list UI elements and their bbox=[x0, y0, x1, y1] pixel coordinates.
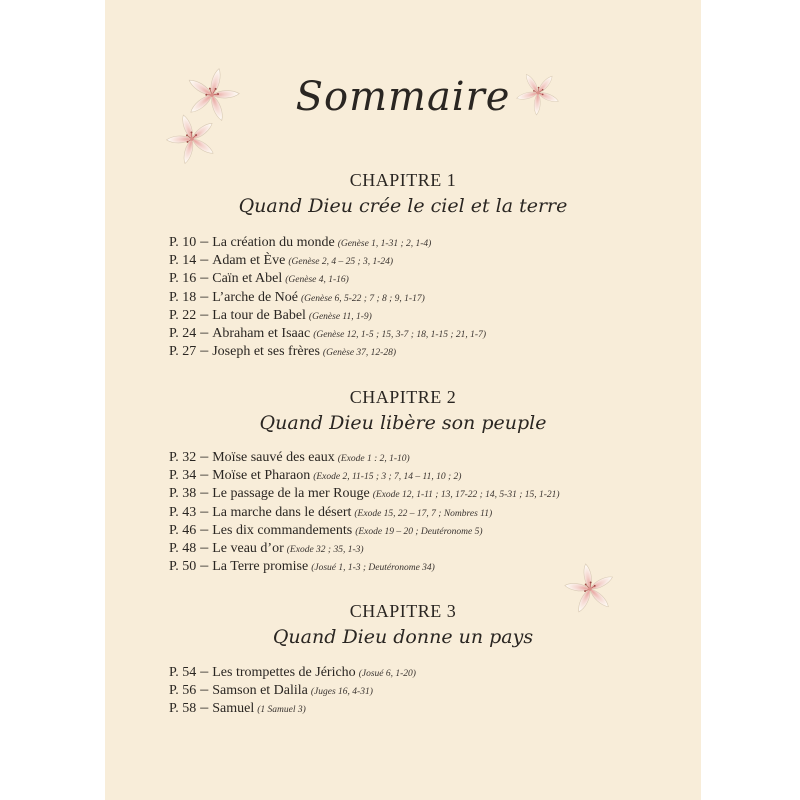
entry-page-number: P. 56 bbox=[169, 683, 197, 699]
entry-page-number: P. 34 bbox=[169, 468, 197, 484]
toc-entry[interactable]: P. 27 – Joseph et ses frères (Genèse 37, 12-28) bbox=[169, 342, 396, 360]
entry-reference: (Exode 32 ; 35, 1-3) bbox=[286, 544, 364, 555]
entry-page-number: P. 46 bbox=[169, 522, 197, 538]
entry-title: Le veau d’or bbox=[212, 540, 284, 556]
entry-reference: (Genèse 4, 1-16) bbox=[285, 275, 349, 286]
toc-entry[interactable]: P. 43 – La marche dans le désert (Exode 15, 22 – 17, 7 ; Nombres 11) bbox=[169, 502, 493, 520]
entry-page-number: P. 32 bbox=[169, 450, 197, 465]
toc-entry[interactable]: P. 38 – Le passage de la mer Rouge (Exode 12, 1-11 ; 13, 17-22 ; 14, 5-31 ; 15, 1-21) bbox=[169, 484, 560, 502]
entry-page-number: P. 54 bbox=[169, 665, 197, 680]
entry-page-number: P. 50 bbox=[169, 559, 197, 575]
entry-title: Caïn et Abel bbox=[212, 271, 283, 287]
entry-title: Abraham et Isaac bbox=[212, 325, 311, 341]
entry-reference: (Genèse 37, 12-28) bbox=[322, 348, 396, 359]
entry-page-number: P. 43 bbox=[169, 504, 197, 520]
entry-reference: (Genèse 12, 1-5 ; 15, 3-7 ; 18, 1-15 ; 21, 1-7) bbox=[313, 329, 486, 340]
entry-title: L’arche de Noé bbox=[212, 289, 299, 305]
chapter-3-label: CHAPITRE 3 bbox=[349, 601, 457, 621]
entry-title: La marche dans le désert bbox=[212, 504, 352, 520]
entry-page-number: P. 58 bbox=[169, 701, 197, 717]
entry-title: Moïse et Pharaon bbox=[212, 468, 311, 484]
entry-page-number: P. 16 bbox=[169, 271, 197, 287]
toc-entry[interactable]: P. 16 – Caïn et Abel (Genèse 4, 1-16) bbox=[169, 269, 349, 287]
toc-entry[interactable]: P. 54 – Les trompettes de Jéricho (Josué 6, 1-20) bbox=[169, 663, 416, 680]
toc-entry[interactable]: P. 46 – Les dix commandements (Exode 19 – 20 ; Deutéronome 5) bbox=[169, 520, 483, 538]
toc-page bbox=[105, 0, 701, 800]
toc-entry[interactable]: P. 18 – L’arche de Noé (Genèse 6, 5-22 ; 7 ; 8 ; 9, 1-17) bbox=[169, 287, 425, 305]
toc-entry[interactable]: P. 50 – La Terre promise (Josué 1, 1-3 ; Deutéronome 34) bbox=[169, 557, 435, 575]
entry-page-number: P. 22 bbox=[169, 307, 197, 323]
entry-title: Moïse sauvé des eaux bbox=[212, 450, 335, 465]
entry-reference: (Genèse 6, 5-22 ; 7 ; 8 ; 9, 1-17) bbox=[301, 293, 425, 304]
entry-reference: (Josué 6, 1-20) bbox=[358, 669, 416, 679]
entry-title: Les trompettes de Jéricho bbox=[212, 665, 356, 680]
entry-reference: (1 Samuel 3) bbox=[257, 705, 306, 716]
entry-page-number: P. 48 bbox=[169, 540, 197, 556]
entry-reference: (Exode 1 : 2, 1-10) bbox=[337, 454, 410, 464]
page-title: Sommaire bbox=[295, 74, 511, 120]
entry-title: Le passage de la mer Rouge bbox=[212, 486, 370, 502]
toc-entry[interactable]: P. 32 – Moïse sauvé des eaux (Exode 1 : 2, 1-10) bbox=[169, 448, 410, 465]
toc-entry[interactable]: P. 10 – La création du monde (Genèse 1, 1-31 ; 2, 1-4) bbox=[169, 233, 432, 250]
chapter-1-subtitle: Quand Dieu crée le ciel et la terre bbox=[238, 195, 568, 217]
entry-title: Joseph et ses frères bbox=[212, 344, 320, 360]
toc-entry[interactable]: P. 14 – Adam et Ève (Genèse 2, 4 – 25 ; 3, 1-24) bbox=[169, 251, 394, 269]
chapter-2-entries bbox=[169, 448, 560, 575]
entry-reference: (Genèse 1, 1-31 ; 2, 1-4) bbox=[337, 239, 432, 249]
entry-page-number: P. 10 bbox=[169, 235, 197, 250]
entry-page-number: P. 14 bbox=[169, 253, 197, 269]
entry-title: Les dix commandements bbox=[212, 522, 353, 538]
entry-reference: (Exode 15, 22 – 17, 7 ; Nombres 11) bbox=[354, 508, 493, 519]
toc-entry[interactable]: P. 48 – Le veau d’or (Exode 32 ; 35, 1-3) bbox=[169, 538, 364, 556]
entry-reference: (Exode 19 – 20 ; Deutéronome 5) bbox=[355, 526, 483, 537]
entry-title: Samson et Dalila bbox=[212, 683, 308, 699]
entry-page-number: P. 18 bbox=[169, 289, 197, 305]
entry-title: La tour de Babel bbox=[212, 307, 306, 323]
entry-reference: (Genèse 2, 4 – 25 ; 3, 1-24) bbox=[288, 257, 394, 268]
entry-title: Samuel bbox=[212, 701, 255, 717]
entry-title: La création du monde bbox=[212, 235, 335, 250]
toc-entry[interactable]: P. 34 – Moïse et Pharaon (Exode 2, 11-15 ; 3 ; 7, 14 – 11, 10 ; 2) bbox=[169, 466, 462, 484]
chapter-1-entries bbox=[169, 233, 486, 360]
entry-page-number: P. 27 bbox=[169, 344, 197, 360]
entry-page-number: P. 38 bbox=[169, 486, 197, 502]
chapter-3-subtitle: Quand Dieu donne un pays bbox=[272, 626, 534, 648]
entry-reference: (Genèse 11, 1-9) bbox=[308, 311, 372, 322]
chapter-1-label: CHAPITRE 1 bbox=[349, 170, 457, 190]
toc-entry[interactable]: P. 58 – Samuel (1 Samuel 3) bbox=[169, 699, 306, 717]
toc-entry[interactable]: P. 56 – Samson et Dalila (Juges 16, 4-31) bbox=[169, 681, 373, 699]
entry-reference: (Juges 16, 4-31) bbox=[310, 687, 373, 698]
toc-entry[interactable]: P. 24 – Abraham et Isaac (Genèse 12, 1-5 ; 15, 3-7 ; 18, 1-15 ; 21, 1-7) bbox=[169, 323, 486, 341]
entry-reference: (Exode 12, 1-11 ; 13, 17-22 ; 14, 5-31 ; 15, 1-21) bbox=[372, 490, 560, 501]
chapter-2-subtitle: Quand Dieu libère son peuple bbox=[259, 412, 547, 434]
chapter-2-label: CHAPITRE 2 bbox=[349, 387, 457, 407]
chapter-3-entries bbox=[169, 663, 416, 718]
toc-entry[interactable]: P. 22 – La tour de Babel (Genèse 11, 1-9) bbox=[169, 305, 372, 323]
entry-reference: (Josué 1, 1-3 ; Deutéronome 34) bbox=[311, 563, 435, 574]
entry-page-number: P. 24 bbox=[169, 325, 197, 341]
entry-title: Adam et Ève bbox=[212, 253, 286, 269]
entry-title: La Terre promise bbox=[212, 559, 309, 575]
entry-reference: (Exode 2, 11-15 ; 3 ; 7, 14 – 11, 10 ; 2) bbox=[313, 472, 462, 483]
